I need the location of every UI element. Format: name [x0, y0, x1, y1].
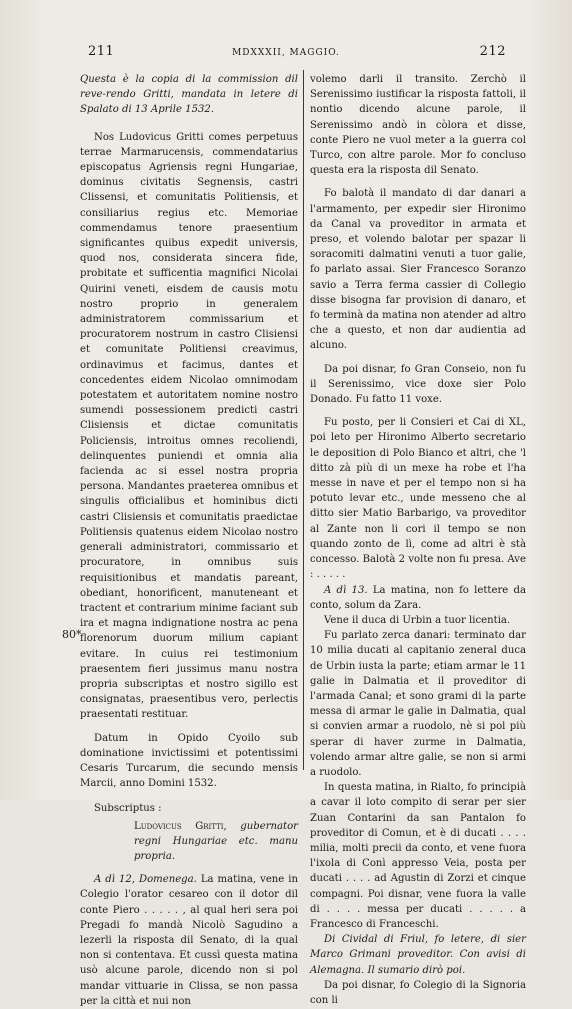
- left-page-number: 211: [88, 44, 115, 59]
- commission-body: Nos Ludovicus Gritti comes perpetuus terrae Marmarucensis, commendatarius episcopatus Agriensis regni Hungariae, dominus civitatis Segnensis, castri Clissensi, et comunitatis Politiensis, et consiliarius regius etc. Memoriae commendamus tenore praesentium significantes quibus expedit universis, quod nos, considerata sincera fide, probitate et sufficentia magnifici Nicolai Quirini veneti, eisdem de causis motu nostro proprio in generalem administratorem commissarium et procuratorem nostrum in castro Clisiensi et comunitate Politiensi creavimus, ordinavimus et facimus, dantes et concedentes eidem Nicolao omnimodam potestatem et autoritatem nomine nostro sumendi possessionem predicti castri Clisiensis et dictae comunitatis Policiensis, introitus omnes recoliendi, delinquentes puniendi et omnia alia facienda ac si essel nostra propria persona. Mandantes praeterea omnibus et singulis officialibus et hominibus dicti castri Clisiensis et comunitatis praedictae Politiensis quatenus eidem Nicolao nostro generali administratori, commissario et procuratore, in omnibus suis requisitionibus et mandatis pareant, obediant, honorificent, manuteneant et tractent et contrarium minime faciant sub ira et magna indignatione nostra ac pena florenorum duorum milium capiant evitare. In cuius rei testimonium praesentem fieri jussimus manu nostra propria subscriptas et nostro sigillo est consignatas, praesentibus vero, perlectis praesentati restituar.: [80, 131, 298, 721]
- right-para-1: volemo darli il transito. Zerchò il Serenissimo iustificar la risposta fattoli, il nontio dicendo alcune parole, il Serenissimo andò in còlora et disse, conte Piero ne vuol meter a la guerra col Turco, con altre parole. Mor fo concluso questa era la risposta dil Senato.: [310, 74, 526, 177]
- entry-13-date: A dì 13.: [324, 584, 368, 596]
- right-para-3: Da poi disnar, fo Gran Conseio, non fu il Serenissimo, vice doxe sier Polo Donado. Fu fatto 11 voxe.: [310, 363, 526, 406]
- right-para-8: In questa matina, in Rialto, fo principià a cavar il loto compito di serar per sier Zuan Contarini da san Pantalon fo proveditor di Comun, et è di ducati . . . . milia, molti precii da conto, et vene fuora l'ixola di Conì appresso Veia, posta per ducati . . . . ad Agustin di Zorzi et cinque compagni. Poi disnar, vene fuora la valle di . . . . messa per ducati . . . . . a Francesco di Franceschi.: [310, 782, 526, 930]
- commission-title: Questa è la copia di la commission dil reve-rendo Gritti, mandata in letere di Spalato di 13 Aprile 1532.: [80, 74, 298, 116]
- running-head: MDXXXII, MAGGIO.: [232, 48, 340, 58]
- right-para-9: Di Cividal di Friul, fo letere, di sier Marco Grimani proveditor. Con avisi di Alemagna. Il sumario dirò poi.: [310, 934, 526, 976]
- signature: [134, 819, 298, 865]
- column-divider: [303, 70, 304, 770]
- left-column: [80, 72, 298, 1009]
- entry-12-text: La matina, vene in Colegio l'orator cesareo con il dotor dil conte Piero . . . . . , al qual heri sera poi Pregadi fo mandà Nicolò Sagudino a lezerli la risposta dil Senato, di la qual non si contentava. Et cussì questa matina usò alcune parole, dicendo non si pol mandar vittuarie in Clissa, se non passa per la città et nui non: [80, 874, 298, 1007]
- right-para-2: Fo balotà il mandato di dar danari a l'armamento, per expedir sier Hironimo da Canal va proveditor in armata et preso, et volendo balotar per spazar li soracomiti dalmatini venuti a tuor galie, fo parlato assai. Sier Francesco Soranzo savio a Terra ferma cassier di Collegio disse bisogna far provision di danaro, et fo terminà da matina non atender ad altro che a questo, et non dar audientia ad alcuno.: [310, 188, 526, 352]
- margin-note: 80*: [62, 628, 82, 641]
- right-para-4: Fu posto, per li Consieri et Cai di XL, poi leto per Hironimo Alberto secretario le deposition di Polo Bianco et altri, che 'l ditto zà più di un mexe ha robe et l'ha messe in nave et per el tempo non si ha potuto levar etc., unde messeno che al ditto sier Matio Barbarigo, va proveditor al Zante non li cori il tempo se non quando zonto de lì, come ad altri è stà concesso. Balotà 2 volte non fu presa. Ave : . . . . .: [310, 417, 526, 581]
- entry-12: [80, 872, 298, 1009]
- right-column: [310, 72, 526, 1008]
- signature-title: gubernator regni Hungariae etc. manu propria.: [134, 820, 298, 862]
- entry-13-text: La matina, non fo lettere da conto, solum da Zara.: [310, 584, 526, 611]
- right-para-10: Da poi disnar, fo Colegio di la Signoria con li: [310, 979, 526, 1006]
- commission-datum: Datum in Opido Cyoilo sub dominatione invictissimi et potentissimi Cesaris Turcarum, die secundo mensis Marcii, anno Domini 1532.: [80, 732, 298, 790]
- signature-name: Ludovicus Gritti,: [134, 820, 227, 832]
- subscriptus-label: Subscriptus :: [94, 803, 162, 815]
- right-para-6: Vene il duca di Urbin a tuor licentia.: [324, 614, 511, 626]
- entry-12-date: A dì 12, Domenega.: [94, 874, 197, 886]
- right-page-number: 212: [479, 44, 506, 59]
- entry-13: [310, 583, 526, 613]
- right-para-7: Fu parlato zerca danari: terminato dar 10 milia ducati al capitanio zeneral duca de Urbin iusta la parte; etiam armar le 11 galie in Dalmatia et il proveditor di l'armada Canal; et sono grami di la parte messa di armar le galie in Dalmatia, qual si convien armar a ruodolo, nè si pol più sperar di haver zurme in Dalmatia, volendo armar altre galie, se non si armi a ruodolo.: [310, 630, 526, 778]
